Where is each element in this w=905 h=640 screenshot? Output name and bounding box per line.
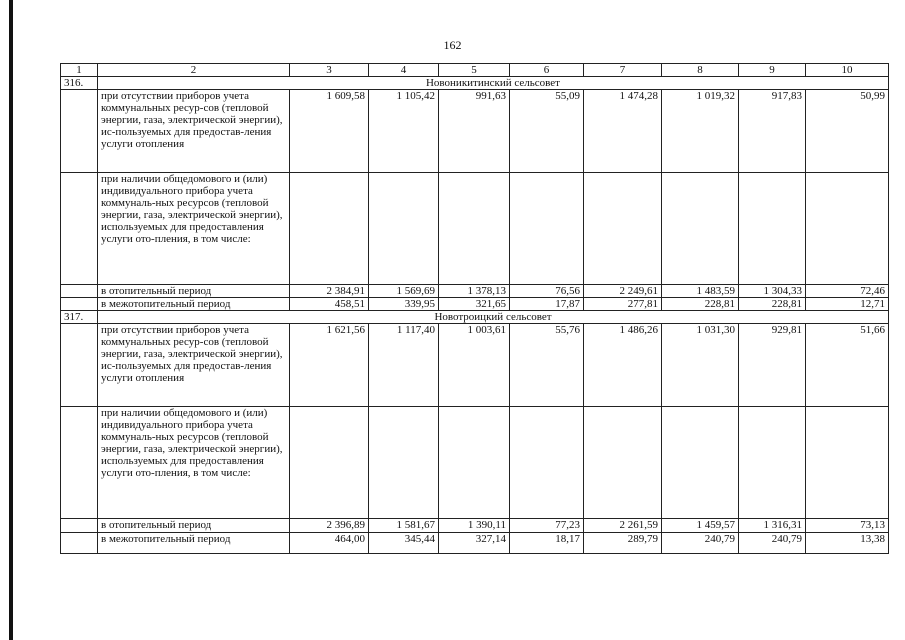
value-cell: 1 378,13 bbox=[439, 285, 510, 298]
column-number-row bbox=[61, 64, 889, 77]
value-cell bbox=[369, 173, 439, 285]
value-cell: 327,14 bbox=[439, 533, 510, 554]
column-header: 3 bbox=[290, 64, 369, 77]
value-cell bbox=[439, 407, 510, 519]
table-row bbox=[61, 533, 889, 554]
value-cell: 77,23 bbox=[510, 519, 584, 533]
value-cell: 277,81 bbox=[584, 298, 662, 311]
value-cell: 76,56 bbox=[510, 285, 584, 298]
value-cell: 55,09 bbox=[510, 90, 584, 173]
binding-edge bbox=[9, 0, 13, 640]
value-cell: 17,87 bbox=[510, 298, 584, 311]
value-cell: 228,81 bbox=[739, 298, 806, 311]
value-cell: 1 581,67 bbox=[369, 519, 439, 533]
value-cell bbox=[369, 407, 439, 519]
value-cell: 13,38 bbox=[806, 533, 889, 554]
value-cell: 345,44 bbox=[369, 533, 439, 554]
value-cell: 1 003,61 bbox=[439, 324, 510, 407]
value-cell: 12,71 bbox=[806, 298, 889, 311]
value-cell: 339,95 bbox=[369, 298, 439, 311]
row-description: в отопительный период bbox=[98, 285, 290, 298]
value-cell bbox=[510, 173, 584, 285]
empty-cell bbox=[61, 173, 98, 285]
empty-cell bbox=[61, 519, 98, 533]
value-cell bbox=[662, 407, 739, 519]
column-header: 9 bbox=[739, 64, 806, 77]
value-cell bbox=[290, 173, 369, 285]
value-cell: 1 105,42 bbox=[369, 90, 439, 173]
value-cell: 1 474,28 bbox=[584, 90, 662, 173]
value-cell: 1 117,40 bbox=[369, 324, 439, 407]
empty-cell bbox=[61, 285, 98, 298]
value-cell: 464,00 bbox=[290, 533, 369, 554]
value-cell: 1 390,11 bbox=[439, 519, 510, 533]
empty-cell bbox=[61, 90, 98, 173]
value-cell: 50,99 bbox=[806, 90, 889, 173]
empty-cell bbox=[61, 407, 98, 519]
value-cell: 1 031,30 bbox=[662, 324, 739, 407]
table-row bbox=[61, 298, 889, 311]
value-cell: 72,46 bbox=[806, 285, 889, 298]
value-cell bbox=[739, 407, 806, 519]
column-header: 7 bbox=[584, 64, 662, 77]
value-cell: 1 459,57 bbox=[662, 519, 739, 533]
section-name: Новоникитинский сельсовет bbox=[98, 77, 889, 90]
tariff-table bbox=[60, 63, 889, 554]
value-cell: 2 384,91 bbox=[290, 285, 369, 298]
value-cell: 289,79 bbox=[584, 533, 662, 554]
value-cell: 458,51 bbox=[290, 298, 369, 311]
value-cell: 1 304,33 bbox=[739, 285, 806, 298]
section-row bbox=[61, 77, 889, 90]
value-cell: 18,17 bbox=[510, 533, 584, 554]
value-cell: 1 019,32 bbox=[662, 90, 739, 173]
table-row bbox=[61, 173, 889, 285]
row-description: при отсутствии приборов учета коммунальных ресур-сов (тепловой энергии, газа, электрической энергии), ис-пользуемых для предостав-ления услуги отопления bbox=[98, 324, 290, 407]
row-description: при наличии общедомового и (или) индивидуального прибора учета коммуналь-ных ресурсов (тепловой энергии, газа, электрической энергии), используемых для предоставления услуги ото-пления, в том числе: bbox=[98, 407, 290, 519]
column-header: 6 bbox=[510, 64, 584, 77]
value-cell bbox=[662, 173, 739, 285]
table-row bbox=[61, 407, 889, 519]
value-cell: 991,63 bbox=[439, 90, 510, 173]
value-cell: 228,81 bbox=[662, 298, 739, 311]
value-cell: 929,81 bbox=[739, 324, 806, 407]
value-cell bbox=[584, 173, 662, 285]
empty-cell bbox=[61, 533, 98, 554]
empty-cell bbox=[61, 324, 98, 407]
value-cell: 917,83 bbox=[739, 90, 806, 173]
page-number: 162 bbox=[443, 38, 462, 52]
value-cell: 1 316,31 bbox=[739, 519, 806, 533]
column-header: 1 bbox=[61, 64, 98, 77]
column-header: 8 bbox=[662, 64, 739, 77]
value-cell: 51,66 bbox=[806, 324, 889, 407]
section-name: Новотроицкий сельсовет bbox=[98, 311, 889, 324]
column-header: 2 bbox=[98, 64, 290, 77]
value-cell: 55,76 bbox=[510, 324, 584, 407]
value-cell: 2 396,89 bbox=[290, 519, 369, 533]
value-cell bbox=[584, 407, 662, 519]
column-header: 10 bbox=[806, 64, 889, 77]
row-description: в отопительный период bbox=[98, 519, 290, 533]
value-cell: 2 261,59 bbox=[584, 519, 662, 533]
value-cell bbox=[290, 407, 369, 519]
row-description: в межотопительный период bbox=[98, 533, 290, 554]
value-cell: 1 483,59 bbox=[662, 285, 739, 298]
value-cell: 2 249,61 bbox=[584, 285, 662, 298]
row-description: при отсутствии приборов учета коммунальных ресур-сов (тепловой энергии, газа, электрической энергии), ис-пользуемых для предостав-ления услуги отопления bbox=[98, 90, 290, 173]
table-row bbox=[61, 324, 889, 407]
value-cell: 1 486,26 bbox=[584, 324, 662, 407]
value-cell: 240,79 bbox=[662, 533, 739, 554]
table-row bbox=[61, 285, 889, 298]
value-cell bbox=[806, 407, 889, 519]
value-cell: 1 569,69 bbox=[369, 285, 439, 298]
value-cell bbox=[739, 173, 806, 285]
empty-cell bbox=[61, 298, 98, 311]
value-cell: 1 621,56 bbox=[290, 324, 369, 407]
column-header: 4 bbox=[369, 64, 439, 77]
value-cell bbox=[439, 173, 510, 285]
section-index: 317. bbox=[61, 311, 98, 324]
value-cell: 73,13 bbox=[806, 519, 889, 533]
section-index: 316. bbox=[61, 77, 98, 90]
row-description: в межотопительный период bbox=[98, 298, 290, 311]
column-header: 5 bbox=[439, 64, 510, 77]
value-cell bbox=[806, 173, 889, 285]
value-cell: 1 609,58 bbox=[290, 90, 369, 173]
value-cell bbox=[510, 407, 584, 519]
table-row bbox=[61, 519, 889, 533]
table-row bbox=[61, 90, 889, 173]
section-row bbox=[61, 311, 889, 324]
value-cell: 321,65 bbox=[439, 298, 510, 311]
value-cell: 240,79 bbox=[739, 533, 806, 554]
row-description: при наличии общедомового и (или) индивидуального прибора учета коммуналь-ных ресурсов (тепловой энергии, газа, электрической энергии), используемых для предоставления услуги ото-пления, в том числе: bbox=[98, 173, 290, 285]
